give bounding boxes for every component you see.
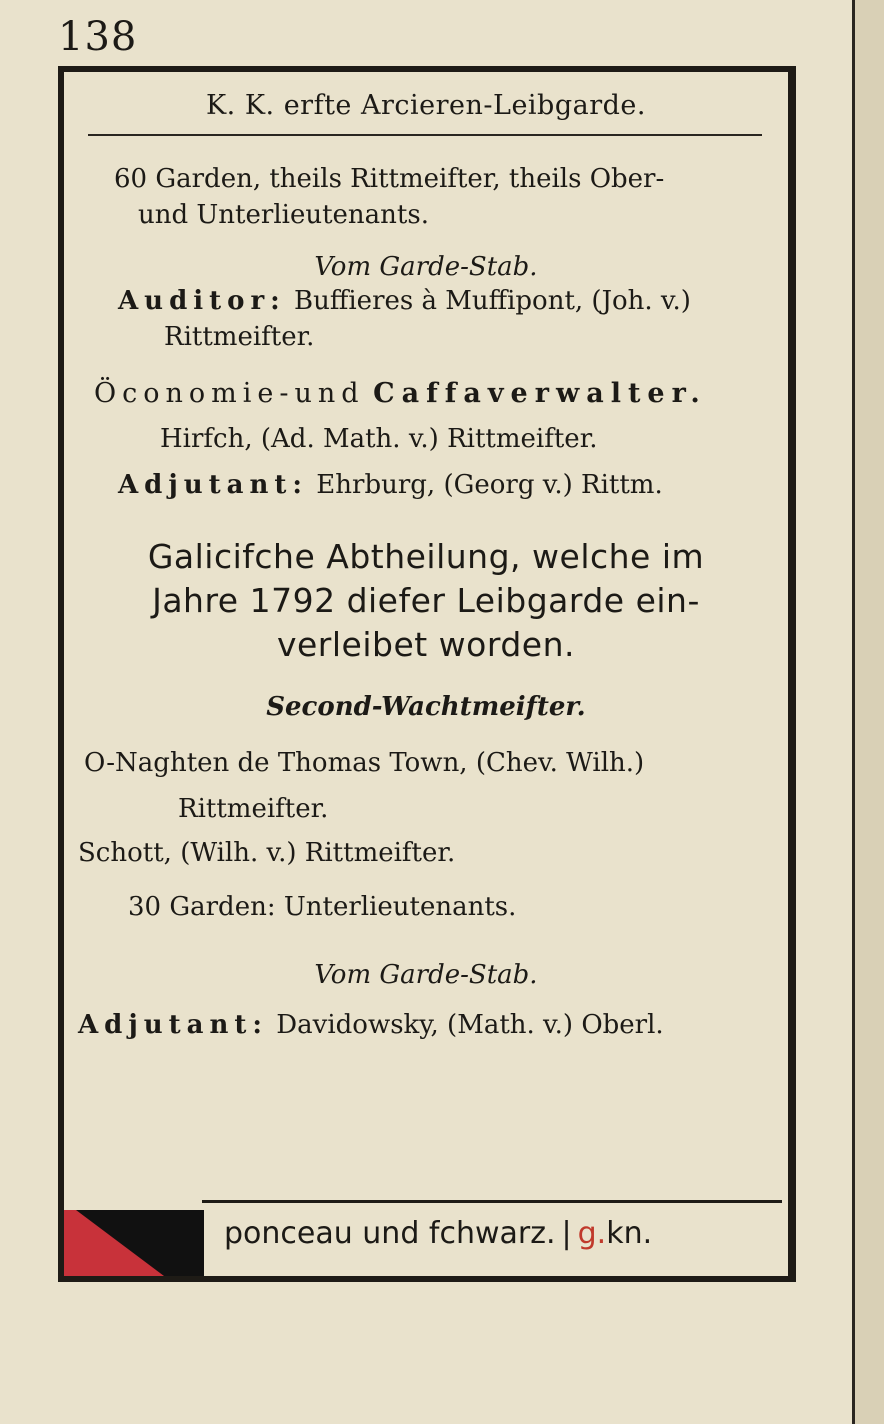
onaghten-rank: Rittmeifter. [178,794,329,824]
oeconomie-title-part1: Öconomie-und [94,378,365,409]
page-number: 138 [58,14,138,60]
garden-unterlieutenants: 30 Garden: Unterlieutenants. [128,892,517,922]
uniform-colors-line [224,1216,652,1251]
oeconomie-title [94,378,707,409]
footer-separator: | [561,1216,572,1251]
adjutant-label-2: Adjutant: [78,1010,269,1040]
oeconomie-name: Hirfch, (Ad. Math. v.) Rittmeifter. [160,424,598,454]
adjutant-label: Adjutant: [118,470,309,500]
page-title: K. K. erfte Arcieren-Leibgarde. [206,90,646,121]
ponceau-black-flag-swatch [64,1210,204,1276]
uniform-colors-text: ponceau und fchwarz. [224,1216,556,1251]
adjutant-name: Ehrburg, (Georg v.) Rittm. [316,470,663,500]
davidowsky-name: Davidowsky, (Math. v.) Oberl. [276,1010,664,1040]
adjacent-page-edge [852,0,884,1424]
garden-rank-line: und Unterlieutenants. [138,200,429,230]
garde-stab-subheading-2: Vom Garde-Stab. [314,960,538,990]
garde-stab-subheading: Vom Garde-Stab. [314,252,538,282]
garden-count-line: 60 Garden, theils Rittmeifter, theils Ober- [114,164,665,194]
davidowsky-line [78,1010,664,1040]
page-frame [58,66,796,1282]
galician-heading-line3: verleibet worden. [276,625,576,664]
adjutant-line [118,470,663,500]
second-wachtmeister-subheading: Second-Wachtmeifter. [266,692,586,722]
galician-heading-line2: Jahre 1792 diefer Leibgarde ein- [152,581,700,620]
auditor-rank: Rittmeifter. [164,322,315,352]
footer-suffix: kn. [606,1216,653,1251]
onaghten-line: O-Naghten de Thomas Town, (Chev. Wilh.) [84,748,645,778]
auditor-line [118,286,691,316]
galician-heading-line1: Galicifche Abtheilung, welche im [147,537,705,576]
schott-line: Schott, (Wilh. v.) Rittmeifter. [78,838,456,868]
footer-rule [202,1200,782,1203]
header-rule [88,134,762,136]
oeconomie-title-part2: Caffaverwalter. [373,378,707,409]
auditor-label: Auditor: [118,286,286,316]
auditor-name: Buffieres à Muffipont, (Joh. v.) [294,286,691,316]
footer-suffix-red: g. [577,1216,607,1251]
